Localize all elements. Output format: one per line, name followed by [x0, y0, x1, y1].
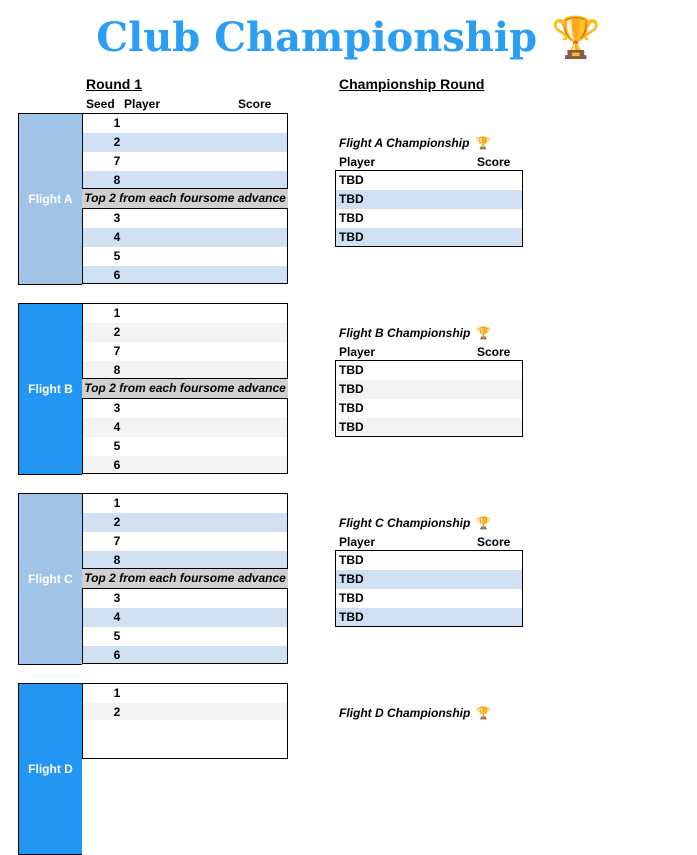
seed-number: 3	[113, 591, 121, 605]
seed-number: 2	[113, 705, 121, 719]
championship-table	[335, 170, 523, 247]
table-row[interactable]	[83, 437, 287, 456]
table-row[interactable]	[83, 361, 287, 378]
seed-number: 3	[113, 211, 121, 225]
seed-number: 1	[113, 686, 121, 700]
table-row[interactable]	[83, 532, 287, 551]
flight-label: Flight B	[18, 303, 82, 475]
trophy-icon: 🏆	[476, 516, 492, 530]
table-row[interactable]	[83, 323, 287, 342]
flight-section	[18, 113, 287, 285]
seed-number: 3	[113, 401, 121, 415]
seed-number: 8	[113, 173, 121, 187]
score-column-header: Score	[477, 155, 511, 169]
championship-title-text: Flight A Championship	[339, 136, 470, 150]
foursome-group	[82, 113, 288, 189]
seed-number: 8	[113, 553, 121, 567]
advance-note: Top 2 from each foursome advance	[82, 569, 288, 588]
seed-number: 6	[113, 268, 121, 282]
table-row[interactable]	[83, 418, 287, 437]
table-row[interactable]	[83, 114, 287, 133]
foursome-group	[82, 588, 288, 664]
seed-number: 5	[113, 629, 121, 643]
table-row[interactable]: TBD	[339, 363, 364, 377]
table-row[interactable]	[83, 304, 287, 323]
player-column-header: Player	[339, 345, 376, 359]
seed-number: 5	[113, 249, 121, 263]
seed-number: 1	[113, 496, 121, 510]
flight-section	[18, 683, 287, 855]
table-row[interactable]: TBD	[336, 380, 522, 399]
table-row[interactable]	[83, 684, 287, 703]
table-row[interactable]	[83, 646, 287, 663]
flight-championship-title	[339, 136, 490, 150]
foursome-group	[82, 683, 288, 759]
score-column-header: Score	[477, 345, 511, 359]
seed-number: 8	[113, 363, 121, 377]
table-row[interactable]: TBD	[339, 553, 364, 567]
seed-number: 1	[113, 306, 121, 320]
seed-number: 4	[113, 420, 121, 434]
seed-number: 5	[113, 439, 121, 453]
table-row[interactable]	[83, 247, 287, 266]
seed-number: 6	[113, 648, 121, 662]
championship-table	[335, 360, 523, 437]
table-row[interactable]	[83, 627, 287, 646]
championship-title-text: Flight D Championship	[339, 706, 471, 720]
player-column-header: Player	[339, 155, 376, 169]
seed-number: 7	[113, 534, 121, 548]
table-row[interactable]	[83, 133, 287, 152]
foursome-group	[82, 303, 288, 379]
advance-note: Top 2 from each foursome advance	[82, 379, 288, 398]
table-row[interactable]	[83, 228, 287, 247]
seed-number: 7	[113, 154, 121, 168]
seed-number: 6	[113, 458, 121, 472]
table-row[interactable]	[83, 551, 287, 568]
flight-section	[18, 493, 287, 665]
flight-section	[18, 303, 287, 475]
flight-label: Flight D	[18, 683, 82, 855]
seed-number: 2	[113, 515, 121, 529]
table-row[interactable]	[83, 703, 287, 720]
seed-number: 2	[113, 325, 121, 339]
table-row[interactable]	[83, 589, 287, 608]
round1-heading: Round 1	[86, 76, 142, 92]
table-row[interactable]	[83, 494, 287, 513]
table-row[interactable]	[83, 171, 287, 188]
table-row[interactable]	[83, 266, 287, 283]
flight-championship-title	[339, 516, 491, 530]
trophy-icon: 🏆	[550, 14, 601, 61]
championship-heading: Championship Round	[339, 76, 485, 92]
table-row[interactable]	[83, 342, 287, 361]
trophy-icon: 🏆	[476, 326, 492, 340]
player-column-header: Player	[124, 97, 161, 111]
table-row[interactable]	[83, 608, 287, 627]
flight-label: Flight C	[18, 493, 82, 665]
championship-title-text: Flight B Championship	[339, 326, 471, 340]
foursome-group	[82, 208, 288, 284]
page-title: Club Championship 🏆	[96, 14, 601, 61]
seed-column-header: Seed	[86, 97, 115, 111]
table-row[interactable]: TBD	[336, 418, 522, 436]
championship-table	[335, 550, 523, 627]
table-row[interactable]: TBD	[336, 570, 522, 589]
seed-number: 2	[113, 135, 121, 149]
table-row[interactable]	[83, 152, 287, 171]
seed-number: 4	[113, 610, 121, 624]
table-row[interactable]: TBD	[339, 211, 364, 225]
foursome-group	[82, 493, 288, 569]
table-row[interactable]: TBD	[339, 173, 364, 187]
championship-title-text: Flight C Championship	[339, 516, 471, 530]
table-row[interactable]: TBD	[336, 608, 522, 626]
flight-championship-title	[339, 326, 491, 340]
table-row[interactable]: TBD	[336, 190, 522, 209]
table-row[interactable]	[83, 209, 287, 228]
foursome-group	[82, 398, 288, 474]
table-row[interactable]	[83, 513, 287, 532]
seed-number: 4	[113, 230, 121, 244]
table-row[interactable]: TBD	[339, 401, 364, 415]
table-row[interactable]	[83, 399, 287, 418]
player-column-header: Player	[339, 535, 376, 549]
score-column-header: Score	[238, 97, 272, 111]
flight-label: Flight A	[18, 113, 82, 285]
flight-championship-title	[339, 706, 491, 720]
table-row[interactable]	[83, 456, 287, 473]
score-column-header: Score	[477, 535, 511, 549]
table-row[interactable]: TBD	[336, 228, 522, 246]
seed-number: 1	[113, 116, 121, 130]
trophy-icon: 🏆	[476, 706, 492, 720]
advance-note: Top 2 from each foursome advance	[82, 189, 288, 208]
seed-number: 7	[113, 344, 121, 358]
table-row[interactable]: TBD	[339, 591, 364, 605]
trophy-icon: 🏆	[475, 136, 491, 150]
